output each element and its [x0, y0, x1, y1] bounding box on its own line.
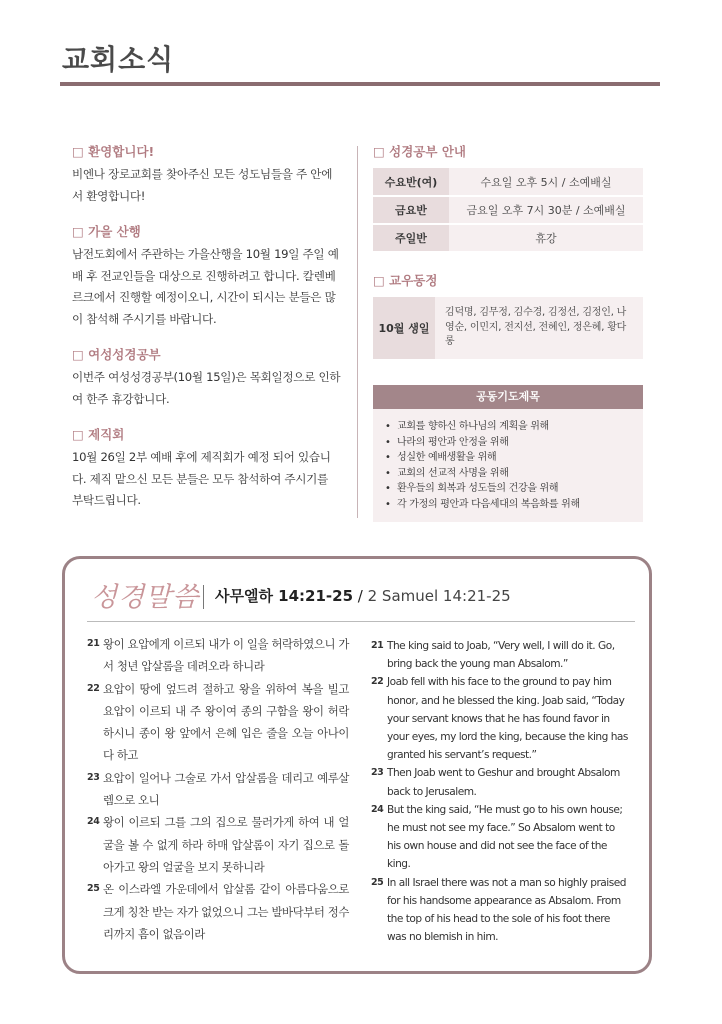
bible-reference [215, 585, 511, 606]
verse [371, 673, 629, 764]
prayer-item-text: 각 가정의 평안과 다음세대의 복음화를 위해 [397, 498, 580, 510]
bible-divider [87, 621, 635, 622]
table-row [373, 196, 643, 224]
prayer-item-text: 교회의 선교적 사명을 위해 [397, 467, 509, 479]
list-item [385, 450, 635, 466]
notice-heading: □ 여성성경공부 [72, 347, 161, 362]
study-table [373, 168, 643, 253]
verse [87, 811, 349, 878]
verse [87, 767, 349, 812]
info-column [373, 144, 643, 522]
prayer-item-text: 성실한 예배생활을 위해 [397, 452, 497, 463]
table-row [373, 224, 643, 252]
prayer-title: 공동기도제목 [373, 385, 643, 409]
notice-body: 비엔나 장로교회를 찾아주신 모든 성도님들을 주 안에서 환영합니다! [72, 167, 333, 203]
notice-body: 남전도회에서 주관하는 가을산행을 10월 19일 주일 예배 후 전교인들을 대상으로 진행하려고 합니다. 칼렌베르크에서 진행할 예정이오니, 시간이 되시는 분들은 많이 참석해 주시기를 바랍니다. [72, 247, 339, 326]
notice-body: 10월 26일 2부 예배 후에 제직회가 예정 되어 있습니다. 제직 맡으신 모든 분들은 모두 참석하여 주시기를 부탁드립니다. [72, 450, 331, 507]
verse-text: 온 이스라엘 가운데에서 압살롬 같이 아름다움으로 크게 칭찬 받는 자가 없었으니 그는 발바닥부터 정수리까지 흠이 없음이라 [103, 882, 349, 941]
list-item [385, 481, 635, 497]
verse [371, 637, 629, 673]
prayer-item-text: 나라의 평안과 안정을 위해 [397, 436, 509, 448]
verse-number: 21 [87, 638, 100, 649]
prayer-list [373, 409, 643, 522]
birthday-label: 10월 생일 [373, 297, 435, 359]
korean-verses [87, 633, 349, 945]
verse [371, 801, 629, 874]
birthday-table [373, 297, 643, 359]
list-item [385, 419, 635, 435]
bible-ref-korean: 사무엘하 14:21-25 [215, 587, 354, 605]
title-separator [203, 585, 204, 609]
bible-ref-english: 2 Samuel 14:21-25 [367, 587, 511, 605]
news-column [72, 144, 342, 529]
verse-number: 24 [371, 803, 384, 815]
verse-text: Then Joab went to Geshur and brought Absalom back to Jerusalem. [387, 767, 620, 798]
bullet-icon: • [385, 498, 391, 510]
bible-passage-box [62, 556, 652, 974]
verse-number: 25 [371, 876, 384, 888]
table-row [373, 168, 643, 196]
notice-welcome [72, 144, 342, 207]
study-class-time: 휴강 [449, 224, 643, 252]
english-verses [371, 637, 629, 946]
prayer-item-text: 교회를 향하신 하나님의 계획을 위해 [397, 421, 549, 432]
bullet-icon: • [385, 467, 391, 479]
verse-text: 요압이 일어나 그술로 가서 압살롬을 데리고 예루살렘으로 오니 [103, 770, 349, 808]
bullet-icon: • [385, 421, 391, 432]
notice-women-study [72, 347, 342, 410]
list-item [385, 497, 635, 513]
title-divider [60, 82, 660, 86]
list-item [385, 435, 635, 451]
verse-text: The king said to Joab, “Very well, I will do it. Go, bring back the young man Absalom.” [387, 640, 615, 671]
verse-text: 요압이 땅에 엎드려 절하고 왕을 위하여 복을 빌고 요압이 이르되 내 주 왕이여 종의 구함을 왕이 허락하시니 종이 왕 앞에서 은혜 입은 줄을 오늘 아나이다 하고 [103, 681, 349, 763]
birthday-names: 김덕명, 김무정, 김수경, 김정선, 김정인, 나영순, 이민지, 전지선, 전혜인, 정은혜, 황다롱 [435, 297, 643, 359]
verse-text: Joab fell with his face to the ground to pay him honor, and he blessed the king. Joab said, “Today your servant knows that he has found favor in your eyes, my lord the king, because the king has granted his servant’s request.” [387, 676, 628, 762]
table-row [373, 297, 643, 359]
notice-deacon-meeting [72, 427, 342, 512]
bullet-icon: • [385, 452, 391, 463]
study-class-label: 주일반 [373, 224, 449, 252]
list-item [385, 466, 635, 482]
verse-text: 왕이 이르되 그를 그의 집으로 물러가게 하여 내 얼굴을 볼 수 없게 하라 하매 압살롬이 자기 집으로 돌아가고 왕의 얼굴을 보지 못하니라 [103, 815, 349, 874]
verse [371, 764, 629, 800]
study-class-label: 수요반(여) [373, 168, 449, 196]
verse-number: 24 [87, 816, 100, 828]
study-class-time: 금요일 오후 7시 30분 / 소예배실 [449, 196, 643, 224]
verse-text: But the king said, “He must go to his own house; he must not see my face.” So Absalom went to his own house and did not see the face of the king. [387, 803, 623, 871]
bible-title: 성경말씀 [91, 582, 200, 613]
bullet-icon: • [385, 483, 391, 494]
verse-number: 22 [371, 676, 384, 688]
bible-ref-separator: / [353, 587, 368, 605]
verse [87, 678, 349, 767]
study-class-label: 금요반 [373, 196, 449, 224]
page-title: 교회소식 [62, 43, 175, 76]
prayer-item-text: 환우들의 회복과 성도들의 건강을 위해 [397, 483, 559, 494]
study-class-time: 수요일 오후 5시 / 소예배실 [449, 168, 643, 196]
verse-number: 25 [87, 883, 100, 895]
notice-hiking [72, 224, 342, 330]
verse-text: 왕이 요압에게 이르되 내가 이 일을 허락하였으니 가서 청년 압살롬을 데려오라 하니라 [103, 637, 349, 674]
verse-text: In all Israel there was not a man so highly praised for his handsome appearance as Absalom. From the top of his head to the sole of his foot there was no blemish in him. [387, 876, 626, 944]
verse-number: 21 [371, 640, 384, 651]
study-heading: □ 성경공부 안내 [373, 144, 466, 159]
notice-body: 이번주 여성성경공부(10월 15일)은 목회일정으로 인하여 한주 휴강합니다. [72, 370, 341, 406]
verse-number: 22 [87, 682, 100, 694]
bullet-icon: • [385, 436, 391, 448]
verse [371, 874, 629, 947]
notice-heading: □ 환영합니다! [72, 144, 155, 159]
column-divider [357, 146, 358, 518]
notice-heading: □ 제직회 [72, 427, 125, 442]
verse-number: 23 [371, 767, 384, 779]
notice-heading: □ 가을 산행 [72, 224, 141, 239]
verse [87, 633, 349, 678]
staff-heading: □ 교우동정 [373, 273, 438, 288]
verse-number: 23 [87, 771, 100, 783]
verse [87, 878, 349, 945]
